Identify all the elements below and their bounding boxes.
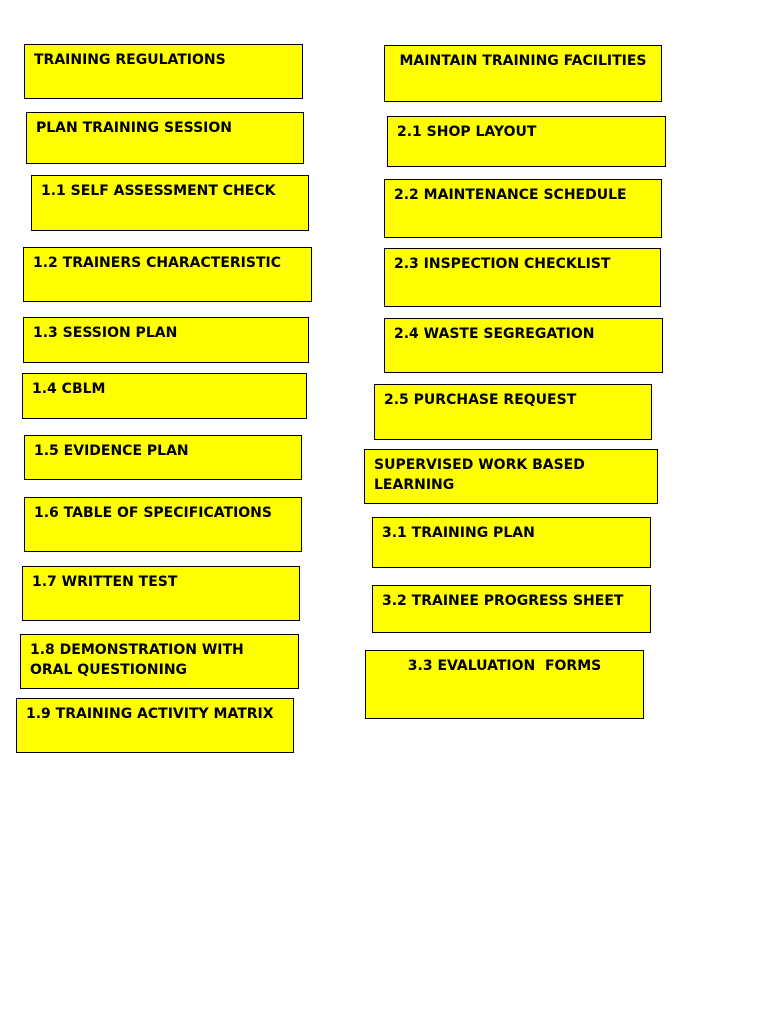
item-purchase-request: 2.5 PURCHASE REQUEST: [374, 384, 652, 440]
training-regulations-box: TRAINING REGULATIONS: [24, 44, 303, 99]
item-evidence-plan: 1.5 EVIDENCE PLAN: [24, 435, 302, 480]
supervised-work-based-learning-box: SUPERVISED WORK BASED LEARNING: [364, 449, 658, 504]
item-trainers-characteristic: 1.2 TRAINERS CHARACTERISTIC: [23, 247, 312, 302]
item-cblm: 1.4 CBLM: [22, 373, 307, 419]
item-self-assessment-check: 1.1 SELF ASSESSMENT CHECK: [31, 175, 309, 231]
plan-training-session-box: PLAN TRAINING SESSION: [26, 112, 304, 164]
item-training-plan: 3.1 TRAINING PLAN: [372, 517, 651, 568]
item-evaluation-forms: 3.3 EVALUATION FORMS: [365, 650, 644, 719]
item-inspection-checklist: 2.3 INSPECTION CHECKLIST: [384, 248, 661, 307]
maintain-training-facilities-box: MAINTAIN TRAINING FACILITIES: [384, 45, 662, 102]
item-written-test: 1.7 WRITTEN TEST: [22, 566, 300, 621]
item-maintenance-schedule: 2.2 MAINTENANCE SCHEDULE: [384, 179, 662, 238]
item-demonstration-oral-questioning: 1.8 DEMONSTRATION WITH ORAL QUESTIONING: [20, 634, 299, 689]
item-trainee-progress-sheet: 3.2 TRAINEE PROGRESS SHEET: [372, 585, 651, 633]
item-table-of-specifications: 1.6 TABLE OF SPECIFICATIONS: [24, 497, 302, 552]
item-shop-layout: 2.1 SHOP LAYOUT: [387, 116, 666, 167]
item-training-activity-matrix: 1.9 TRAINING ACTIVITY MATRIX: [16, 698, 294, 753]
item-session-plan: 1.3 SESSION PLAN: [23, 317, 309, 363]
item-waste-segregation: 2.4 WASTE SEGREGATION: [384, 318, 663, 373]
